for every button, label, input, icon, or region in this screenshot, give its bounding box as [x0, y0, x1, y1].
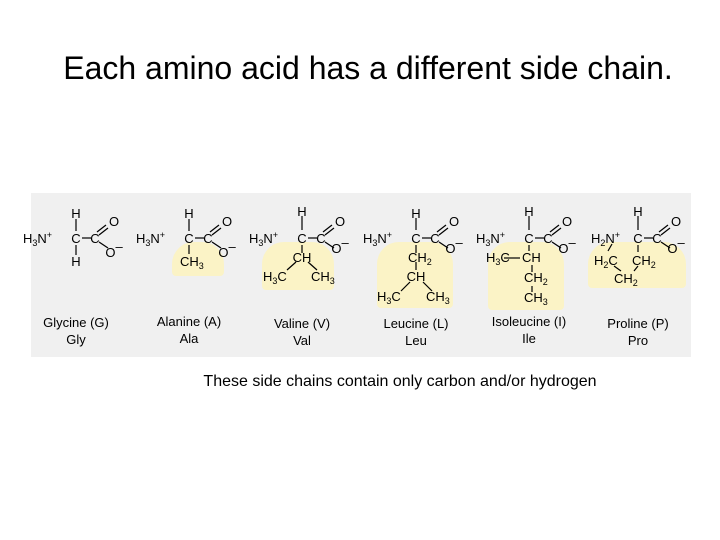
side-chain-ch [522, 250, 541, 265]
atom-label: + [614, 230, 621, 240]
alpha-carbon: C [71, 231, 81, 246]
atom-label: H [302, 250, 312, 265]
carboxyl-carbon: C [316, 231, 326, 246]
atom-label: O [667, 241, 678, 256]
atom-label: O [331, 241, 342, 256]
amino-acid-labels [43, 314, 669, 348]
atom-h: H [184, 206, 194, 221]
atom-label: C [632, 253, 642, 268]
alanine-structure [136, 206, 236, 271]
atom-label: O [105, 245, 116, 260]
atom-o: O [561, 214, 573, 229]
ring-h2c [594, 253, 618, 270]
atom-label: 3 [542, 297, 548, 307]
atom-label: 3 [198, 261, 204, 271]
atom-label: C [524, 270, 534, 285]
atom-label: – [677, 235, 685, 250]
atom-label: H [623, 271, 633, 286]
label-code: Val [293, 333, 311, 348]
atom-label: C [522, 250, 532, 265]
carboxylate-oxygen [667, 235, 685, 256]
side-chain-h3c [263, 269, 287, 286]
atom-label: C [408, 250, 418, 265]
carboxyl-carbon: C [90, 231, 100, 246]
label-code: Leu [405, 333, 427, 348]
atom-label: H [435, 289, 445, 304]
side-chain-h3c [486, 250, 510, 267]
atom-label: 2 [650, 260, 656, 270]
atom-label: H [320, 269, 330, 284]
atom-label: N [37, 231, 47, 246]
valine-structure [249, 204, 349, 286]
atom-o: O [108, 214, 120, 229]
amino-group [249, 230, 278, 248]
atom-label: H [189, 254, 199, 269]
atom-o: O [221, 214, 233, 229]
atom-label: 3 [258, 238, 264, 248]
carboxylate-oxygen [105, 239, 123, 260]
atom-label: O [445, 241, 456, 256]
alpha-carbon: C [633, 231, 643, 246]
alpha-carbon: C [524, 231, 534, 246]
atom-label: C [426, 289, 436, 304]
atom-label: – [455, 235, 463, 250]
atom-label: N [490, 231, 500, 246]
carboxyl-carbon: C [543, 231, 553, 246]
ring-ch2-bottom [614, 271, 638, 288]
atom-label: N [263, 231, 273, 246]
atom-label: + [159, 230, 166, 240]
atom-label: H [641, 253, 651, 268]
atom-label: H [263, 269, 273, 284]
atom-label: 3 [32, 238, 38, 248]
side-chain-h3c [377, 289, 401, 306]
carboxylate-oxygen [445, 235, 463, 256]
atom-label: + [499, 230, 506, 240]
atom-label: O [558, 241, 569, 256]
atom-label: 3 [444, 296, 450, 306]
amino-group [136, 230, 165, 248]
atom-label: – [228, 239, 236, 254]
atom-label: H [377, 289, 387, 304]
atom-label: C [180, 254, 190, 269]
atom-label: H [531, 250, 541, 265]
label-name: Glycine (G) [43, 315, 109, 330]
side-chain-ch [293, 250, 312, 265]
label-name: Valine (V) [273, 316, 331, 331]
label-code: Gly [66, 332, 86, 347]
atom-label: + [386, 230, 393, 240]
side-chain-ch2 [408, 250, 432, 267]
side-chain-h: H [71, 254, 81, 269]
atom-label: C [406, 269, 416, 284]
atom-label: H [594, 253, 604, 268]
side-chain-ch [407, 269, 426, 284]
atom-label: C [311, 269, 321, 284]
bonds [76, 216, 670, 292]
glycine-structure [23, 206, 123, 269]
atom-label: 3 [495, 257, 501, 267]
atom-label: 3 [386, 296, 392, 306]
atom-o: O [448, 214, 460, 229]
atom-label: C [524, 290, 534, 305]
atom-label: C [500, 250, 510, 265]
atom-label: C [614, 271, 624, 286]
atom-h: H [297, 204, 307, 219]
alpha-carbon: C [184, 231, 194, 246]
atom-label: H [417, 250, 427, 265]
label-name: Alanine (A) [156, 314, 222, 329]
carboxyl-carbon: C [430, 231, 440, 246]
atom-label: N [150, 231, 160, 246]
atom-label: H [533, 290, 543, 305]
footer-caption: These side chains contain only carbon and/or hydrogen [203, 373, 597, 390]
atom-label: 3 [145, 238, 151, 248]
side-chain-ch3 [426, 289, 450, 306]
atom-h: H [71, 206, 81, 221]
side-chain-ch3 [311, 269, 335, 286]
atom-label: N [605, 231, 615, 246]
atom-label: 2 [426, 257, 432, 267]
label-code: Ala [179, 331, 199, 346]
atom-label: H [136, 231, 146, 246]
atom-label: 2 [603, 260, 609, 270]
amino-group [23, 230, 52, 248]
atom-label: 3 [485, 238, 491, 248]
amino-group [476, 230, 505, 248]
atom-label: C [292, 250, 302, 265]
atom-label: H [363, 231, 373, 246]
side-chain-ch3 [180, 254, 204, 271]
atom-o: O [334, 214, 346, 229]
amino-group [363, 230, 392, 248]
carboxyl-carbon: C [652, 231, 662, 246]
atom-o: O [670, 214, 682, 229]
side-chain-ch2 [524, 270, 548, 287]
atom-label: 2 [600, 238, 606, 248]
carboxylate-oxygen [331, 235, 349, 256]
atom-h: H [524, 204, 534, 219]
atom-label: 3 [372, 238, 378, 248]
atom-label: 3 [272, 276, 278, 286]
atom-label: H [23, 231, 33, 246]
atom-label: 2 [632, 278, 638, 288]
atom-label: N [377, 231, 387, 246]
atom-label: H [591, 231, 601, 246]
leucine-structure [363, 206, 463, 306]
side-chain-ch3 [524, 290, 548, 307]
carboxyl-carbon: C [203, 231, 213, 246]
atom-label: H [533, 270, 543, 285]
atom-h: H [633, 204, 643, 219]
atom-label: H [476, 231, 486, 246]
atom-label: C [277, 269, 287, 284]
carboxylate-oxygen [218, 239, 236, 260]
label-name: Isoleucine (I) [491, 314, 567, 329]
atom-label: – [341, 235, 349, 250]
atom-label: C [391, 289, 401, 304]
ring-ch2 [632, 253, 656, 270]
alpha-carbon: C [297, 231, 307, 246]
atom-label: 3 [329, 276, 335, 286]
alpha-carbon: C [411, 231, 421, 246]
atom-label: H [486, 250, 496, 265]
atom-label: 2 [542, 277, 548, 287]
atom-label: – [568, 235, 576, 250]
slide-title: Each amino acid has a different side chain. [63, 50, 673, 86]
atom-label: – [115, 239, 123, 254]
label-name: Leucine (L) [383, 316, 449, 331]
label-code: Pro [627, 333, 649, 348]
atom-label: C [608, 253, 618, 268]
label-code: Ile [522, 331, 536, 346]
atom-label: H [249, 231, 259, 246]
carboxylate-oxygen [558, 235, 576, 256]
label-name: Proline (P) [607, 316, 669, 331]
isoleucine-structure [476, 204, 576, 307]
atom-label: O [218, 245, 229, 260]
atom-label: + [46, 230, 53, 240]
amino-group [591, 230, 620, 248]
atom-label: H [416, 269, 426, 284]
atom-h: H [411, 206, 421, 221]
atom-label: + [272, 230, 279, 240]
